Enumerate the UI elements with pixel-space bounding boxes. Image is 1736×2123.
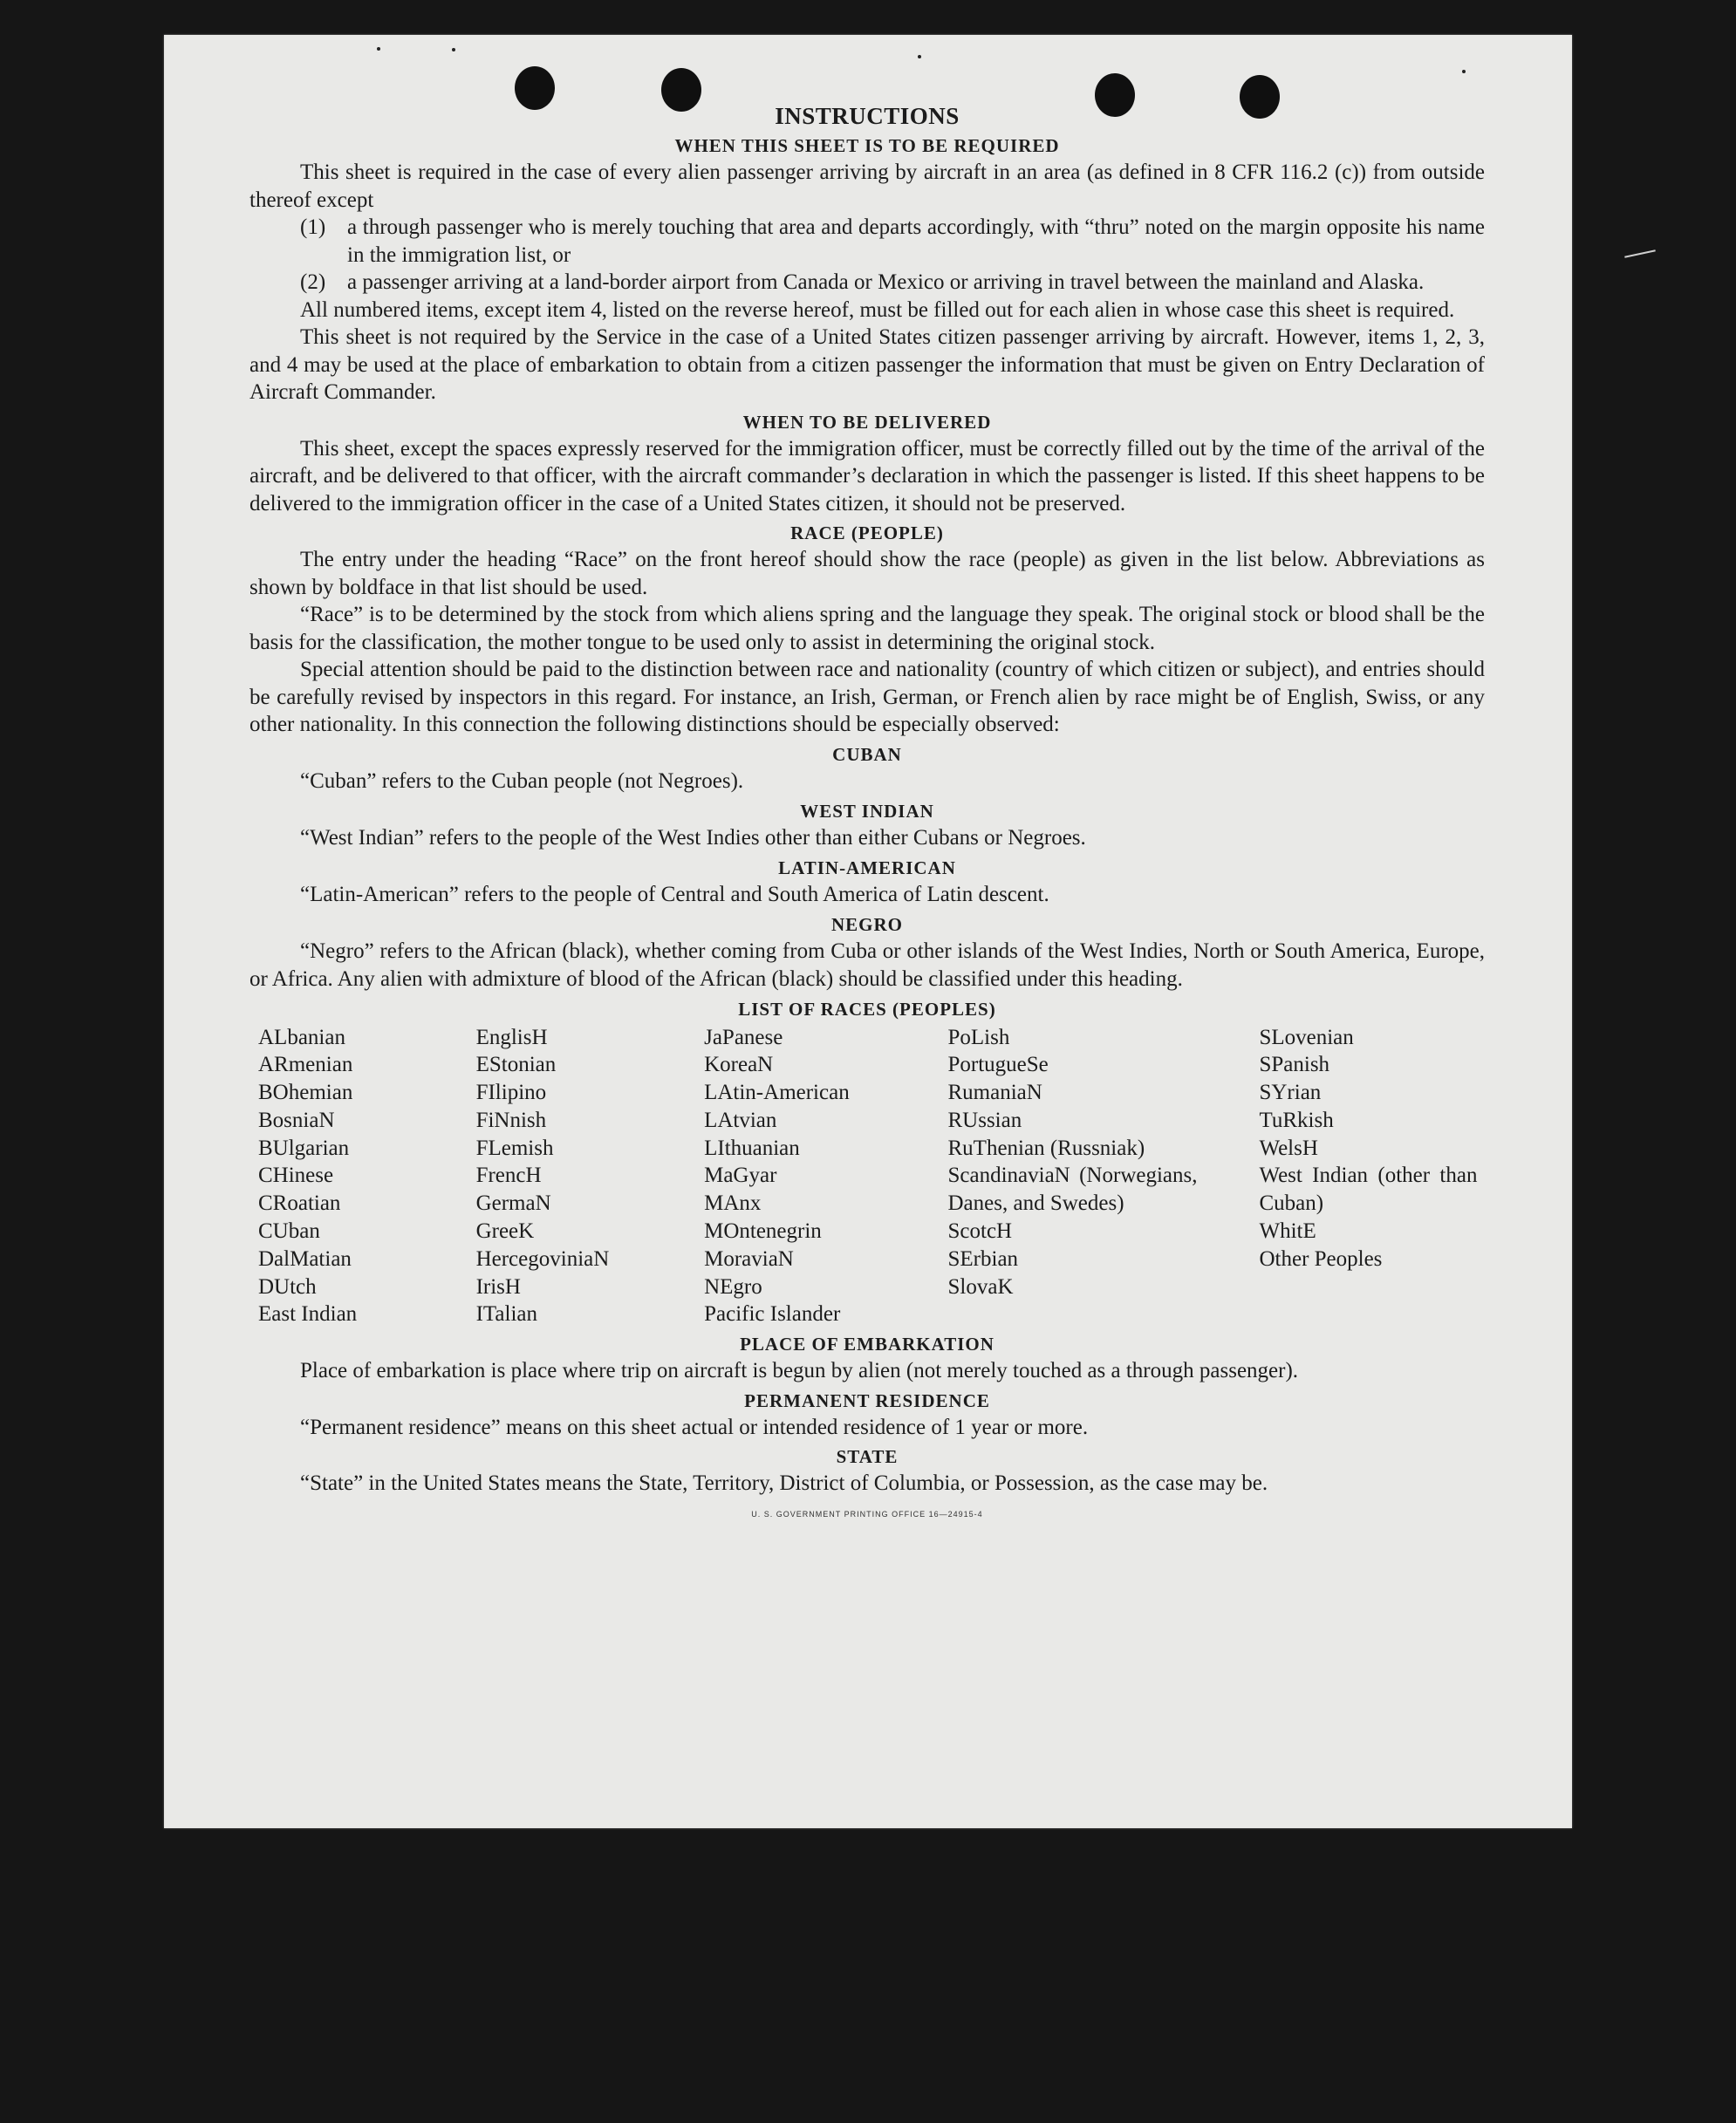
race-entry: SPanish (1259, 1053, 1330, 1077)
race-entry: West Indian (other than Cuban) (1259, 1164, 1478, 1216)
printer-imprint: U. S. GOVERNMENT PRINTING OFFICE 16—24915-4 (751, 1509, 983, 1519)
race-entry: East Indian (258, 1302, 358, 1327)
race-entry: FrencH (475, 1164, 542, 1188)
race-entry: SLovenian (1259, 1025, 1354, 1049)
speck (1462, 70, 1466, 73)
punch-hole (661, 68, 701, 112)
race-entry: DalMatian (258, 1246, 352, 1271)
race-paragraph-2: “Race” is to be determined by the stock from which aliens spring and the language they speak. The original stock or blood shall be the basis for the classification, the mother tongue to be used only to assist in determining the original stock. (249, 603, 1485, 654)
race-entry: JaPanese (704, 1025, 783, 1049)
race-entry: SYrian (1259, 1081, 1322, 1105)
section-heading-race: RACE (PEOPLE) (790, 522, 944, 543)
definition-heading: WEST INDIAN (800, 800, 934, 822)
residence-heading: PERMANENT RESIDENCE (744, 1389, 990, 1411)
definition-text: “West Indian” refers to the people of the West Indies other than either Cubans or Negroes. (300, 825, 1086, 850)
race-entry: DUtch (258, 1274, 317, 1299)
race-entry: IrisH (475, 1274, 521, 1299)
race-entry: MOntenegrin (704, 1219, 822, 1244)
race-entry: RuThenian (Russniak) (947, 1136, 1145, 1160)
race-entry: SlovaK (947, 1274, 1014, 1299)
race-entry: MaGyar (704, 1164, 777, 1188)
race-entry: LAtin-American (704, 1081, 850, 1105)
residence-text: “Permanent residence” means on this sheet actual or intended residence of 1 year or more. (300, 1415, 1089, 1439)
state-text: “State” in the United States means the State, Territory, District of Columbia, or Possession, as the case may be. (300, 1471, 1268, 1496)
race-entry: EStonian (475, 1053, 557, 1077)
race-entry: NEgro (704, 1274, 762, 1299)
race-entry: MAnx (704, 1191, 762, 1216)
race-entry: MoraviaN (704, 1246, 794, 1271)
race-entry: TuRkish (1259, 1108, 1334, 1132)
definition-text: “Cuban” refers to the Cuban people (not Negroes). (300, 768, 744, 793)
exception-item-1: (1) a through passenger who is merely touching that area and departs accordingly, with “thru” noted on the margin opposite his name in the immigration list, or (300, 215, 1485, 267)
race-entry: ALbanian (258, 1025, 345, 1049)
race-entry: CHinese (258, 1164, 334, 1188)
race-entry: SErbian (947, 1246, 1019, 1271)
race-entry: RumaniaN (947, 1081, 1042, 1105)
race-entry: GreeK (475, 1219, 535, 1244)
race-entry: Pacific Islander (704, 1302, 841, 1327)
delivered-paragraph: This sheet, except the spaces expressly reserved for the immigration officer, must be correctly filled out by the time of the arrival of the aircraft, and be delivered to that officer, with the aircraft commander’s declaration in which the passenger is listed. If this sheet happens to be delivered to the immigration officer in the case of a United States citizen, it should not be preserved. (249, 436, 1485, 515)
races-column-5 (1259, 1024, 1485, 1329)
definition-heading: LATIN-AMERICAN (778, 857, 956, 878)
definition-heading: NEGRO (830, 913, 903, 935)
races-column-2 (476, 1024, 705, 1329)
embarkation-text: Place of embarkation is place where trip on aircraft is begun by alien (not merely touched as a through passenger). (300, 1359, 1299, 1383)
race-entry: BOhemian (258, 1081, 353, 1105)
race-entry: BosniaN (258, 1108, 335, 1132)
race-entry: FLemish (475, 1136, 554, 1160)
punch-hole (1240, 75, 1280, 119)
race-entry: WelsH (1259, 1136, 1318, 1160)
races-column-3 (704, 1024, 947, 1329)
races-column-1 (258, 1024, 476, 1329)
race-entry: CUban (258, 1219, 320, 1244)
race-entry: WhitE (1259, 1219, 1316, 1244)
section-heading-delivered: WHEN TO BE DELIVERED (742, 411, 992, 433)
speck (452, 48, 455, 51)
race-entry: PortugueSe (947, 1053, 1049, 1077)
race-entry: FiNnish (475, 1108, 547, 1132)
embarkation-heading: PLACE OF EMBARKATION (740, 1334, 994, 1355)
race-entry: PoLish (947, 1025, 1010, 1049)
scan-mark (1624, 249, 1656, 257)
punch-hole (515, 66, 555, 110)
speck (377, 47, 380, 51)
section-heading-required: WHEN THIS SHEET IS TO BE REQUIRED (674, 135, 1060, 156)
race-entry: LAtvian (704, 1108, 777, 1132)
race-entry: BUlgarian (258, 1136, 350, 1160)
race-entry: KoreaN (704, 1053, 774, 1077)
race-entry: ITalian (475, 1302, 538, 1327)
definition-text: “Negro” refers to the African (black), whether coming from Cuba or other islands of the West Indies, North or South America, Europe, or Africa. Any alien with admixture of blood of the African (black) should be classified under this heading. (249, 939, 1485, 991)
instruction-sheet (164, 35, 1572, 1828)
race-entry: LIthuanian (704, 1136, 800, 1160)
exception-item-2: (2) a passenger arriving at a land-border airport from Canada or Mexico or arriving in travel between the mainland and Alaska. (300, 270, 1425, 294)
race-entry: ScandinaviaN (Norwegians, Danes, and Swedes) (947, 1164, 1198, 1216)
races-list (258, 1024, 1485, 1329)
race-entry: EnglisH (475, 1025, 548, 1049)
required-paragraph-3: This sheet is not required by the Service in the case of a United States citizen passenger arriving by aircraft. However, items 1, 2, 3, and 4 may be used at the place of embarkation to obtain from a citizen passenger the information that must be given on Entry Declaration of Aircraft Commander. (249, 325, 1485, 404)
state-heading: STATE (836, 1446, 899, 1468)
race-entry: FIlipino (475, 1081, 547, 1105)
punch-hole (1095, 73, 1135, 117)
race-paragraph-1: The entry under the heading “Race” on the front hereof should show the race (people) as given in the list below. Abbreviations as shown by boldface in that list should be used. (249, 548, 1485, 599)
races-column-4 (948, 1024, 1260, 1329)
race-paragraph-3: Special attention should be paid to the distinction between race and nationality (country of which citizen or subject), and entries should be carefully revised by inspectors in this regard. For instance, an Irish, German, or French alien by race might be of English, Swiss, or any other nationality. In this connection the following distinctions should be especially observed: (249, 658, 1485, 736)
definition-text: “Latin-American” refers to the people of Central and South America of Latin descent. (300, 882, 1049, 906)
speck (918, 55, 921, 58)
definition-heading: CUBAN (832, 743, 902, 765)
required-paragraph-1: This sheet is required in the case of every alien passenger arriving by aircraft in an area (as defined in 8 CFR 116.2 (c)) from outside thereof except (249, 160, 1485, 212)
race-entry: ScotcH (947, 1219, 1013, 1244)
race-entry: GermaN (475, 1191, 551, 1216)
race-entry: CRoatian (258, 1191, 341, 1216)
required-paragraph-2: All numbered items, except item 4, listed on the reverse hereof, must be filled out for each alien in whose case this sheet is required. (300, 297, 1455, 322)
race-entry: Other Peoples (1259, 1246, 1383, 1271)
page-title: INSTRUCTIONS (775, 103, 960, 129)
race-entry: RUssian (947, 1108, 1022, 1132)
race-entry: ARmenian (258, 1053, 353, 1077)
race-entry: HercegoviniaN (475, 1246, 610, 1271)
races-list-heading: LIST OF RACES (PEOPLES) (738, 998, 996, 1020)
